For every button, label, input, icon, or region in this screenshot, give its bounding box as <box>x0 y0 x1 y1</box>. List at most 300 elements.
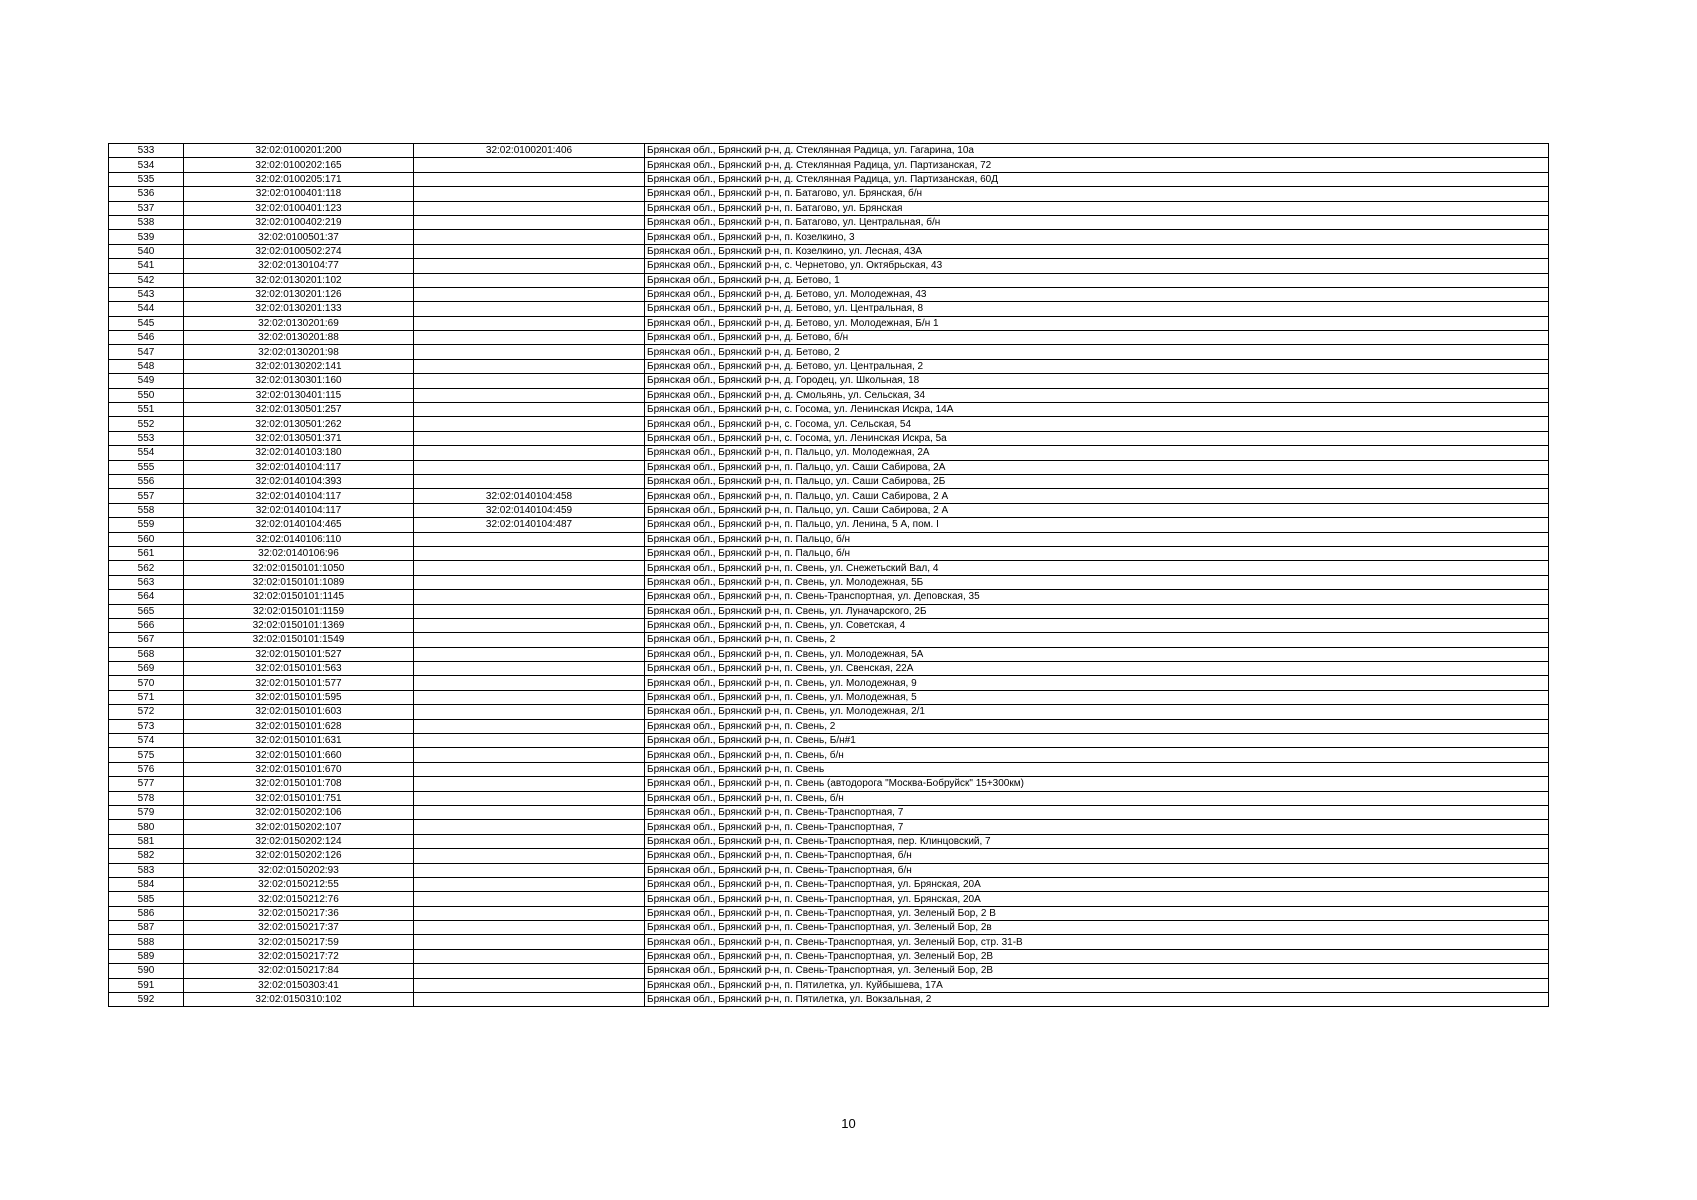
address-cell: Брянская обл., Брянский р-н, п. Свень-Транспортная, ул. Зеленый Бор, стр. 31-В <box>645 935 1549 949</box>
related-cadastral-number-cell <box>414 359 645 373</box>
address-cell: Брянская обл., Брянский р-н, п. Свень-Транспортная, 7 <box>645 820 1549 834</box>
cadastral-number-cell: 32:02:0150101:1089 <box>184 575 414 589</box>
cadastral-number-cell: 32:02:0130201:69 <box>184 316 414 330</box>
row-number-cell: 584 <box>109 877 184 891</box>
related-cadastral-number-cell: 32:02:0140104:487 <box>414 518 645 532</box>
address-cell: Брянская обл., Брянский р-н, д. Бетово, 2 <box>645 345 1549 359</box>
table-row <box>109 546 1549 560</box>
address-cell: Брянская обл., Брянский р-н, д. Смольянь, ул. Сельская, 34 <box>645 388 1549 402</box>
related-cadastral-number-cell <box>414 403 645 417</box>
row-number-cell: 569 <box>109 662 184 676</box>
related-cadastral-number-cell: 32:02:0140104:458 <box>414 489 645 503</box>
table-row <box>109 748 1549 762</box>
table-row <box>109 215 1549 229</box>
related-cadastral-number-cell <box>414 647 645 661</box>
address-cell: Брянская обл., Брянский р-н, п. Батагово, ул. Брянская, б/н <box>645 187 1549 201</box>
cadastral-number-cell: 32:02:0150202:107 <box>184 820 414 834</box>
cadastral-number-cell: 32:02:0150202:106 <box>184 805 414 819</box>
cadastral-number-cell: 32:02:0140106:96 <box>184 546 414 560</box>
related-cadastral-number-cell <box>414 978 645 992</box>
address-cell: Брянская обл., Брянский р-н, п. Пятилетка, ул. Куйбышева, 17А <box>645 978 1549 992</box>
table-row <box>109 590 1549 604</box>
row-number-cell: 570 <box>109 676 184 690</box>
related-cadastral-number-cell <box>414 388 645 402</box>
related-cadastral-number-cell <box>414 863 645 877</box>
related-cadastral-number-cell <box>414 690 645 704</box>
row-number-cell: 583 <box>109 863 184 877</box>
address-cell: Брянская обл., Брянский р-н, д. Бетово, 1 <box>645 273 1549 287</box>
cadastral-number-cell: 32:02:0150202:124 <box>184 834 414 848</box>
table-row <box>109 287 1549 301</box>
cadastral-number-cell: 32:02:0150101:1369 <box>184 618 414 632</box>
address-cell: Брянская обл., Брянский р-н, п. Свень-Транспортная, ул. Брянская, 20А <box>645 892 1549 906</box>
address-cell: Брянская обл., Брянский р-н, п. Батагово, ул. Брянская <box>645 201 1549 215</box>
cadastral-number-cell: 32:02:0100502:274 <box>184 244 414 258</box>
cadastral-number-cell: 32:02:0130501:262 <box>184 417 414 431</box>
table-row <box>109 633 1549 647</box>
table-row <box>109 474 1549 488</box>
address-cell: Брянская обл., Брянский р-н, д. Бетово, ул. Молодежная, 43 <box>645 287 1549 301</box>
table-row <box>109 805 1549 819</box>
cadastral-number-cell: 32:02:0130301:160 <box>184 374 414 388</box>
cadastral-number-cell: 32:02:0100401:118 <box>184 187 414 201</box>
related-cadastral-number-cell <box>414 892 645 906</box>
related-cadastral-number-cell <box>414 187 645 201</box>
table-row <box>109 446 1549 460</box>
table-row <box>109 676 1549 690</box>
address-cell: Брянская обл., Брянский р-н, п. Свень-Транспортная, ул. Брянская, 20А <box>645 877 1549 891</box>
address-cell: Брянская обл., Брянский р-н, п. Свень-Транспортная, ул. Деповская, 35 <box>645 590 1549 604</box>
address-cell: Брянская обл., Брянский р-н, с. Чернетово, ул. Октябрьская, 43 <box>645 259 1549 273</box>
cadastral-number-cell: 32:02:0100501:37 <box>184 230 414 244</box>
address-cell: Брянская обл., Брянский р-н, п. Свень, ул. Молодежная, 2/1 <box>645 705 1549 719</box>
cadastral-number-cell: 32:02:0150202:126 <box>184 849 414 863</box>
table-row <box>109 230 1549 244</box>
table-row <box>109 662 1549 676</box>
address-cell: Брянская обл., Брянский р-н, п. Свень, ул. Молодежная, 5А <box>645 647 1549 661</box>
address-cell: Брянская обл., Брянский р-н, п. Свень, 2 <box>645 719 1549 733</box>
cadastral-number-cell: 32:02:0100401:123 <box>184 201 414 215</box>
address-cell: Брянская обл., Брянский р-н, п. Свень-Транспортная, ул. Зеленый Бор, 2 В <box>645 906 1549 920</box>
table-row <box>109 734 1549 748</box>
address-cell: Брянская обл., Брянский р-н, п. Свень, ул. Свенская, 22А <box>645 662 1549 676</box>
related-cadastral-number-cell <box>414 201 645 215</box>
related-cadastral-number-cell <box>414 316 645 330</box>
related-cadastral-number-cell <box>414 604 645 618</box>
related-cadastral-number-cell <box>414 230 645 244</box>
table-row <box>109 460 1549 474</box>
row-number-cell: 568 <box>109 647 184 661</box>
cadastral-number-cell: 32:02:0150212:55 <box>184 877 414 891</box>
related-cadastral-number-cell <box>414 805 645 819</box>
cadastral-number-cell: 32:02:0150310:102 <box>184 993 414 1007</box>
row-number-cell: 563 <box>109 575 184 589</box>
address-cell: Брянская обл., Брянский р-н, с. Госома, ул. Ленинская Искра, 14А <box>645 403 1549 417</box>
table-row <box>109 302 1549 316</box>
row-number-cell: 574 <box>109 734 184 748</box>
row-number-cell: 562 <box>109 561 184 575</box>
address-cell: Брянская обл., Брянский р-н, п. Пальцо, ул. Ленина, 5 А, пом. I <box>645 518 1549 532</box>
table-row <box>109 964 1549 978</box>
related-cadastral-number-cell <box>414 431 645 445</box>
table-row <box>109 144 1549 158</box>
address-cell: Брянская обл., Брянский р-н, п. Свень-Транспортная, 7 <box>645 805 1549 819</box>
cadastral-number-cell: 32:02:0150101:751 <box>184 791 414 805</box>
table-row <box>109 518 1549 532</box>
row-number-cell: 533 <box>109 144 184 158</box>
row-number-cell: 540 <box>109 244 184 258</box>
related-cadastral-number-cell <box>414 964 645 978</box>
cadastral-number-cell: 32:02:0130201:88 <box>184 331 414 345</box>
row-number-cell: 550 <box>109 388 184 402</box>
table-row <box>109 877 1549 891</box>
cadastral-number-cell: 32:02:0130401:115 <box>184 388 414 402</box>
row-number-cell: 567 <box>109 633 184 647</box>
row-number-cell: 590 <box>109 964 184 978</box>
table-row <box>109 618 1549 632</box>
cadastral-number-cell: 32:02:0150101:577 <box>184 676 414 690</box>
row-number-cell: 559 <box>109 518 184 532</box>
table-row <box>109 403 1549 417</box>
related-cadastral-number-cell <box>414 546 645 560</box>
cadastral-table <box>108 143 1549 1007</box>
address-cell: Брянская обл., Брянский р-н, п. Свень, б/н <box>645 748 1549 762</box>
related-cadastral-number-cell <box>414 676 645 690</box>
row-number-cell: 543 <box>109 287 184 301</box>
address-cell: Брянская обл., Брянский р-н, п. Пальцо, ул. Саши Сабирова, 2 А <box>645 489 1549 503</box>
cadastral-number-cell: 32:02:0150217:84 <box>184 964 414 978</box>
related-cadastral-number-cell <box>414 561 645 575</box>
address-cell: Брянская обл., Брянский р-н, д. Бетово, ул. Центральная, 2 <box>645 359 1549 373</box>
related-cadastral-number-cell: 32:02:0140104:459 <box>414 503 645 517</box>
table-row <box>109 849 1549 863</box>
cadastral-number-cell: 32:02:0150101:1159 <box>184 604 414 618</box>
address-cell: Брянская обл., Брянский р-н, д. Бетово, ул. Молодежная, Б/н 1 <box>645 316 1549 330</box>
related-cadastral-number-cell <box>414 460 645 474</box>
cadastral-number-cell: 32:02:0130501:371 <box>184 431 414 445</box>
row-number-cell: 588 <box>109 935 184 949</box>
related-cadastral-number-cell <box>414 446 645 460</box>
address-cell: Брянская обл., Брянский р-н, д. Стеклянная Радица, ул. Партизанская, 60Д <box>645 172 1549 186</box>
related-cadastral-number-cell <box>414 921 645 935</box>
row-number-cell: 577 <box>109 777 184 791</box>
table-row <box>109 431 1549 445</box>
address-cell: Брянская обл., Брянский р-н, п. Свень-Транспортная, ул. Зеленый Бор, 2В <box>645 964 1549 978</box>
cadastral-number-cell: 32:02:0100402:219 <box>184 215 414 229</box>
related-cadastral-number-cell <box>414 417 645 431</box>
table-row <box>109 489 1549 503</box>
address-cell: Брянская обл., Брянский р-н, с. Госома, ул. Сельская, 54 <box>645 417 1549 431</box>
related-cadastral-number-cell <box>414 820 645 834</box>
cadastral-number-cell: 32:02:0140104:465 <box>184 518 414 532</box>
related-cadastral-number-cell <box>414 618 645 632</box>
table-row <box>109 172 1549 186</box>
table-row <box>109 762 1549 776</box>
cadastral-number-cell: 32:02:0140104:117 <box>184 460 414 474</box>
row-number-cell: 560 <box>109 532 184 546</box>
table-row <box>109 532 1549 546</box>
cadastral-number-cell: 32:02:0130201:102 <box>184 273 414 287</box>
row-number-cell: 582 <box>109 849 184 863</box>
cadastral-number-cell: 32:02:0150212:76 <box>184 892 414 906</box>
row-number-cell: 541 <box>109 259 184 273</box>
address-cell: Брянская обл., Брянский р-н, п. Пальцо, ул. Саши Сабирова, 2 А <box>645 503 1549 517</box>
cadastral-number-cell: 32:02:0130104:77 <box>184 259 414 273</box>
row-number-cell: 555 <box>109 460 184 474</box>
row-number-cell: 546 <box>109 331 184 345</box>
page-number: 10 <box>841 1116 856 1131</box>
related-cadastral-number-cell <box>414 849 645 863</box>
table-row <box>109 388 1549 402</box>
address-cell: Брянская обл., Брянский р-н, п. Свень-Транспортная, ул. Зеленый Бор, 2В <box>645 949 1549 963</box>
related-cadastral-number-cell <box>414 158 645 172</box>
cadastral-number-cell: 32:02:0150303:41 <box>184 978 414 992</box>
related-cadastral-number-cell <box>414 345 645 359</box>
cadastral-number-cell: 32:02:0150217:37 <box>184 921 414 935</box>
address-cell: Брянская обл., Брянский р-н, п. Пятилетка, ул. Вокзальная, 2 <box>645 993 1549 1007</box>
related-cadastral-number-cell <box>414 748 645 762</box>
table-row <box>109 993 1549 1007</box>
table-row <box>109 158 1549 172</box>
address-cell: Брянская обл., Брянский р-н, д. Городец, ул. Школьная, 18 <box>645 374 1549 388</box>
address-cell: Брянская обл., Брянский р-н, п. Козелкино, 3 <box>645 230 1549 244</box>
table-row <box>109 949 1549 963</box>
row-number-cell: 545 <box>109 316 184 330</box>
row-number-cell: 589 <box>109 949 184 963</box>
cadastral-number-cell: 32:02:0150101:670 <box>184 762 414 776</box>
address-cell: Брянская обл., Брянский р-н, п. Свень-Транспортная, пер. Клинцовский, 7 <box>645 834 1549 848</box>
address-cell: Брянская обл., Брянский р-н, п. Свень, ул. Молодежная, 9 <box>645 676 1549 690</box>
table-row <box>109 374 1549 388</box>
table-row <box>109 935 1549 949</box>
table-row <box>109 604 1549 618</box>
row-number-cell: 561 <box>109 546 184 560</box>
address-cell: Брянская обл., Брянский р-н, п. Пальцо, ул. Саши Сабирова, 2А <box>645 460 1549 474</box>
related-cadastral-number-cell <box>414 474 645 488</box>
related-cadastral-number-cell <box>414 762 645 776</box>
cadastral-number-cell: 32:02:0130201:133 <box>184 302 414 316</box>
row-number-cell: 579 <box>109 805 184 819</box>
address-cell: Брянская обл., Брянский р-н, п. Пальцо, б/н <box>645 546 1549 560</box>
address-cell: Брянская обл., Брянский р-н, п. Свень (автодорога "Москва-Бобруйск" 15+300км) <box>645 777 1549 791</box>
cadastral-number-cell: 32:02:0140104:117 <box>184 503 414 517</box>
table-row <box>109 978 1549 992</box>
address-cell: Брянская обл., Брянский р-н, п. Свень-Транспортная, б/н <box>645 863 1549 877</box>
cadastral-number-cell: 32:02:0150217:59 <box>184 935 414 949</box>
cadastral-number-cell: 32:02:0150101:595 <box>184 690 414 704</box>
table-row <box>109 503 1549 517</box>
related-cadastral-number-cell <box>414 244 645 258</box>
row-number-cell: 558 <box>109 503 184 517</box>
cadastral-number-cell: 32:02:0150217:72 <box>184 949 414 963</box>
related-cadastral-number-cell <box>414 993 645 1007</box>
related-cadastral-number-cell <box>414 834 645 848</box>
cadastral-number-cell: 32:02:0130501:257 <box>184 403 414 417</box>
address-cell: Брянская обл., Брянский р-н, п. Свень, Б/н#1 <box>645 734 1549 748</box>
cadastral-number-cell: 32:02:0130201:98 <box>184 345 414 359</box>
table-row <box>109 259 1549 273</box>
table-row <box>109 316 1549 330</box>
table-row <box>109 417 1549 431</box>
table-row <box>109 906 1549 920</box>
cadastral-number-cell: 32:02:0150202:93 <box>184 863 414 877</box>
cadastral-number-cell: 32:02:0150101:1145 <box>184 590 414 604</box>
cadastral-number-cell: 32:02:0150101:628 <box>184 719 414 733</box>
row-number-cell: 572 <box>109 705 184 719</box>
address-cell: Брянская обл., Брянский р-н, п. Свень, ул. Молодежная, 5 <box>645 690 1549 704</box>
table-row <box>109 647 1549 661</box>
related-cadastral-number-cell <box>414 791 645 805</box>
row-number-cell: 539 <box>109 230 184 244</box>
related-cadastral-number-cell: 32:02:0100201:406 <box>414 144 645 158</box>
row-number-cell: 548 <box>109 359 184 373</box>
cadastral-number-cell: 32:02:0140104:393 <box>184 474 414 488</box>
related-cadastral-number-cell <box>414 662 645 676</box>
related-cadastral-number-cell <box>414 575 645 589</box>
row-number-cell: 536 <box>109 187 184 201</box>
address-cell: Брянская обл., Брянский р-н, п. Свень-Транспортная, б/н <box>645 849 1549 863</box>
cadastral-number-cell: 32:02:0150217:36 <box>184 906 414 920</box>
cadastral-number-cell: 32:02:0150101:603 <box>184 705 414 719</box>
table-row <box>109 244 1549 258</box>
row-number-cell: 586 <box>109 906 184 920</box>
row-number-cell: 552 <box>109 417 184 431</box>
row-number-cell: 566 <box>109 618 184 632</box>
table-row <box>109 690 1549 704</box>
related-cadastral-number-cell <box>414 331 645 345</box>
cadastral-number-cell: 32:02:0130202:141 <box>184 359 414 373</box>
row-number-cell: 556 <box>109 474 184 488</box>
address-cell: Брянская обл., Брянский р-н, п. Свень, 2 <box>645 633 1549 647</box>
related-cadastral-number-cell <box>414 374 645 388</box>
table-row <box>109 777 1549 791</box>
address-cell: Брянская обл., Брянский р-н, п. Пальцо, ул. Молодежная, 2А <box>645 446 1549 460</box>
table-row <box>109 921 1549 935</box>
related-cadastral-number-cell <box>414 935 645 949</box>
address-cell: Брянская обл., Брянский р-н, п. Свень, ул. Снежетьский Вал, 4 <box>645 561 1549 575</box>
related-cadastral-number-cell <box>414 532 645 546</box>
row-number-cell: 553 <box>109 431 184 445</box>
related-cadastral-number-cell <box>414 287 645 301</box>
table-row <box>109 359 1549 373</box>
cadastral-number-cell: 32:02:0150101:1050 <box>184 561 414 575</box>
table-row <box>109 863 1549 877</box>
row-number-cell: 575 <box>109 748 184 762</box>
row-number-cell: 554 <box>109 446 184 460</box>
cadastral-number-cell: 32:02:0100202:165 <box>184 158 414 172</box>
address-cell: Брянская обл., Брянский р-н, п. Свень, б/н <box>645 791 1549 805</box>
table-row <box>109 834 1549 848</box>
table-row <box>109 820 1549 834</box>
cadastral-number-cell: 32:02:0150101:708 <box>184 777 414 791</box>
row-number-cell: 537 <box>109 201 184 215</box>
address-cell: Брянская обл., Брянский р-н, п. Пальцо, б/н <box>645 532 1549 546</box>
address-cell: Брянская обл., Брянский р-н, п. Свень, ул. Молодежная, 5Б <box>645 575 1549 589</box>
related-cadastral-number-cell <box>414 906 645 920</box>
address-cell: Брянская обл., Брянский р-н, п. Свень, ул. Луначарского, 2Б <box>645 604 1549 618</box>
table-row <box>109 561 1549 575</box>
table-body <box>109 144 1549 1007</box>
table-row <box>109 575 1549 589</box>
related-cadastral-number-cell <box>414 949 645 963</box>
address-cell: Брянская обл., Брянский р-н, п. Свень-Транспортная, ул. Зеленый Бор, 2в <box>645 921 1549 935</box>
related-cadastral-number-cell <box>414 877 645 891</box>
address-cell: Брянская обл., Брянский р-н, п. Свень <box>645 762 1549 776</box>
row-number-cell: 576 <box>109 762 184 776</box>
row-number-cell: 581 <box>109 834 184 848</box>
related-cadastral-number-cell <box>414 719 645 733</box>
table-row <box>109 791 1549 805</box>
address-cell: Брянская обл., Брянский р-н, п. Батагово, ул. Центральная, б/н <box>645 215 1549 229</box>
row-number-cell: 592 <box>109 993 184 1007</box>
address-cell: Брянская обл., Брянский р-н, п. Пальцо, ул. Саши Сабирова, 2Б <box>645 474 1549 488</box>
cadastral-number-cell: 32:02:0130201:126 <box>184 287 414 301</box>
cadastral-number-cell: 32:02:0100201:200 <box>184 144 414 158</box>
table-row <box>109 331 1549 345</box>
cadastral-number-cell: 32:02:0140103:180 <box>184 446 414 460</box>
related-cadastral-number-cell <box>414 705 645 719</box>
row-number-cell: 557 <box>109 489 184 503</box>
related-cadastral-number-cell <box>414 259 645 273</box>
row-number-cell: 549 <box>109 374 184 388</box>
related-cadastral-number-cell <box>414 633 645 647</box>
address-cell: Брянская обл., Брянский р-н, д. Бетово, б/н <box>645 331 1549 345</box>
related-cadastral-number-cell <box>414 777 645 791</box>
row-number-cell: 587 <box>109 921 184 935</box>
row-number-cell: 585 <box>109 892 184 906</box>
cadastral-number-cell: 32:02:0140106:110 <box>184 532 414 546</box>
table-row <box>109 892 1549 906</box>
related-cadastral-number-cell <box>414 273 645 287</box>
row-number-cell: 542 <box>109 273 184 287</box>
cadastral-number-cell: 32:02:0150101:660 <box>184 748 414 762</box>
cadastral-number-cell: 32:02:0150101:631 <box>184 734 414 748</box>
cadastral-number-cell: 32:02:0150101:527 <box>184 647 414 661</box>
row-number-cell: 551 <box>109 403 184 417</box>
row-number-cell: 544 <box>109 302 184 316</box>
row-number-cell: 571 <box>109 690 184 704</box>
table-row <box>109 187 1549 201</box>
related-cadastral-number-cell <box>414 734 645 748</box>
row-number-cell: 547 <box>109 345 184 359</box>
cadastral-number-cell: 32:02:0100205:171 <box>184 172 414 186</box>
table-row <box>109 705 1549 719</box>
table-row <box>109 273 1549 287</box>
row-number-cell: 580 <box>109 820 184 834</box>
related-cadastral-number-cell <box>414 215 645 229</box>
table-row <box>109 719 1549 733</box>
related-cadastral-number-cell <box>414 172 645 186</box>
address-cell: Брянская обл., Брянский р-н, д. Стеклянная Радица, ул. Партизанская, 72 <box>645 158 1549 172</box>
row-number-cell: 538 <box>109 215 184 229</box>
address-cell: Брянская обл., Брянский р-н, п. Козелкино, ул. Лесная, 43А <box>645 244 1549 258</box>
row-number-cell: 578 <box>109 791 184 805</box>
address-cell: Брянская обл., Брянский р-н, д. Бетово, ул. Центральная, 8 <box>645 302 1549 316</box>
table-row <box>109 345 1549 359</box>
related-cadastral-number-cell <box>414 302 645 316</box>
cadastral-number-cell: 32:02:0150101:563 <box>184 662 414 676</box>
table-row <box>109 201 1549 215</box>
row-number-cell: 591 <box>109 978 184 992</box>
row-number-cell: 565 <box>109 604 184 618</box>
address-cell: Брянская обл., Брянский р-н, д. Стеклянная Радица, ул. Гагарина, 10а <box>645 144 1549 158</box>
row-number-cell: 573 <box>109 719 184 733</box>
row-number-cell: 564 <box>109 590 184 604</box>
row-number-cell: 535 <box>109 172 184 186</box>
related-cadastral-number-cell <box>414 590 645 604</box>
address-cell: Брянская обл., Брянский р-н, п. Свень, ул. Советская, 4 <box>645 618 1549 632</box>
cadastral-number-cell: 32:02:0140104:117 <box>184 489 414 503</box>
